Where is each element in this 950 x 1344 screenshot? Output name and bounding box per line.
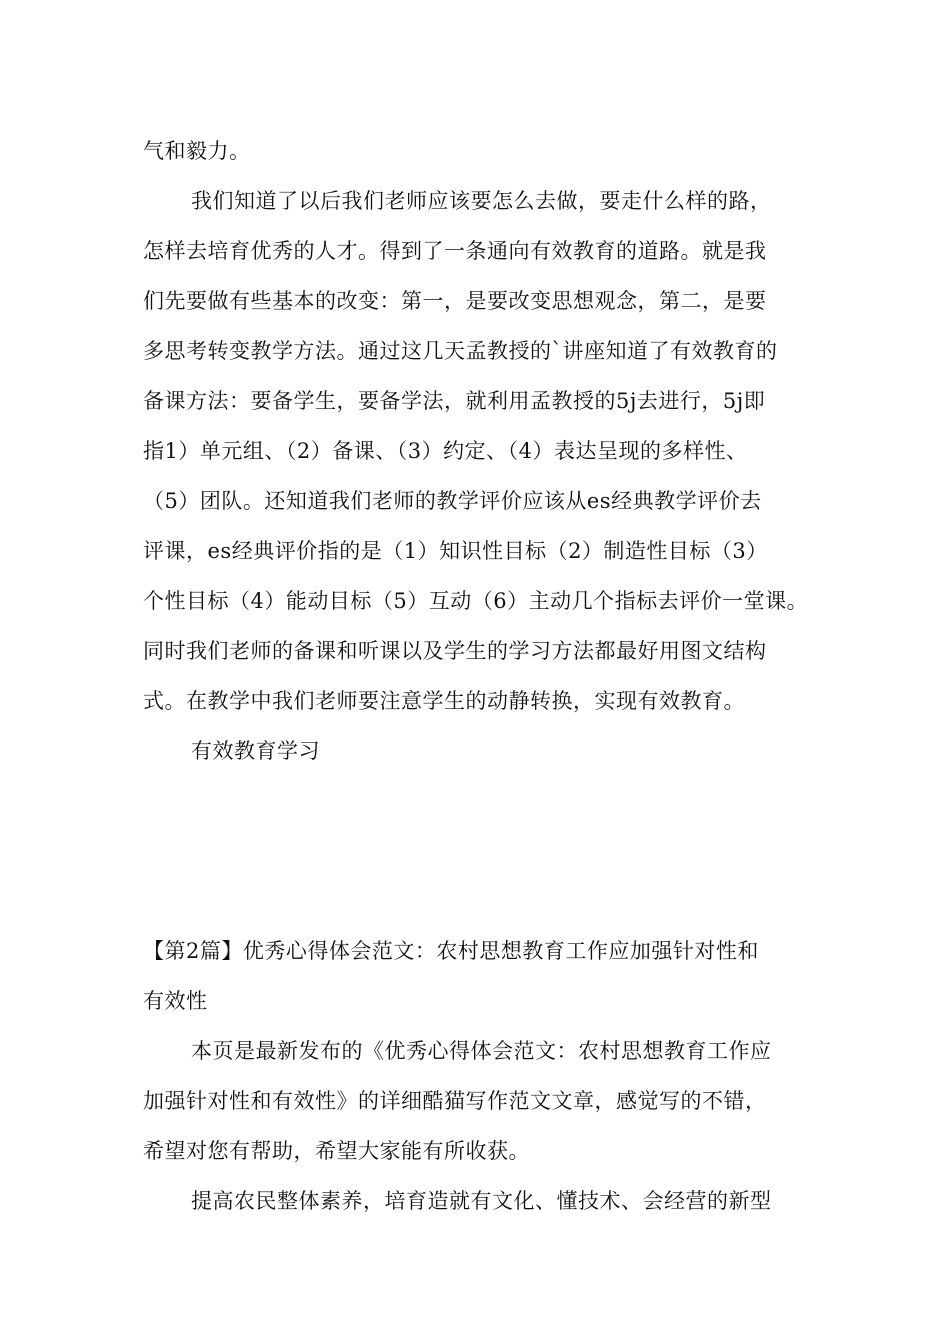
paragraph-line: 个性目标（4）能动目标（5）互动（6）主动几个指标去评价一堂课。 xyxy=(143,589,809,613)
paragraph-line: （5）团队。还知道我们老师的教学评价应该从es经典教学评价去 xyxy=(143,489,762,513)
paragraph-line: 式。在教学中我们老师要注意学生的动静转换，实现有效教育。 xyxy=(143,689,745,713)
paragraph-line: 指1）单元组、（2）备课、（3）约定、（4）表达呈现的多样性、 xyxy=(143,439,748,463)
article-title: 【第2篇】优秀心得体会范文：农村思想教育工作应加强针对性和 xyxy=(143,939,759,963)
section-heading: 有效教育学习 xyxy=(191,739,320,763)
paragraph-line: 评课，es经典评价指的是（1）知识性目标（2）制造性目标（3） xyxy=(143,539,768,563)
article-title-continued: 有效性 xyxy=(143,989,208,1013)
paragraph-line: 提高农民整体素养，培育造就有文化、懂技术、会经营的新型 xyxy=(191,1189,772,1213)
paragraph-line: 备课方法：要备学生，要备学法，就利用孟教授的5j去进行，5j即 xyxy=(143,389,766,413)
paragraph-line: 我们知道了以后我们老师应该要怎么去做，要走什么样的路， xyxy=(191,189,772,213)
paragraph-line: 希望对您有帮助，希望大家能有所收获。 xyxy=(143,1139,530,1163)
paragraph-line: 气和毅力。 xyxy=(143,139,251,163)
paragraph-line: 本页是最新发布的《优秀心得体会范文：农村思想教育工作应 xyxy=(191,1039,772,1063)
paragraph-line: 怎样去培育优秀的人才。得到了一条通向有效教育的道路。就是我 xyxy=(143,239,767,263)
paragraph-line: 同时我们老师的备课和听课以及学生的学习方法都最好用图文结构 xyxy=(143,639,767,663)
paragraph-line: 加强针对性和有效性》的详细酷猫写作范文文章，感觉写的不错， xyxy=(143,1089,767,1113)
paragraph-line: 们先要做有些基本的改变：第一，是要改变思想观念，第二，是要 xyxy=(143,289,767,313)
paragraph-line: 多思考转变教学方法。通过这几天孟教授的`讲座知道了有效教育的 xyxy=(143,339,778,363)
